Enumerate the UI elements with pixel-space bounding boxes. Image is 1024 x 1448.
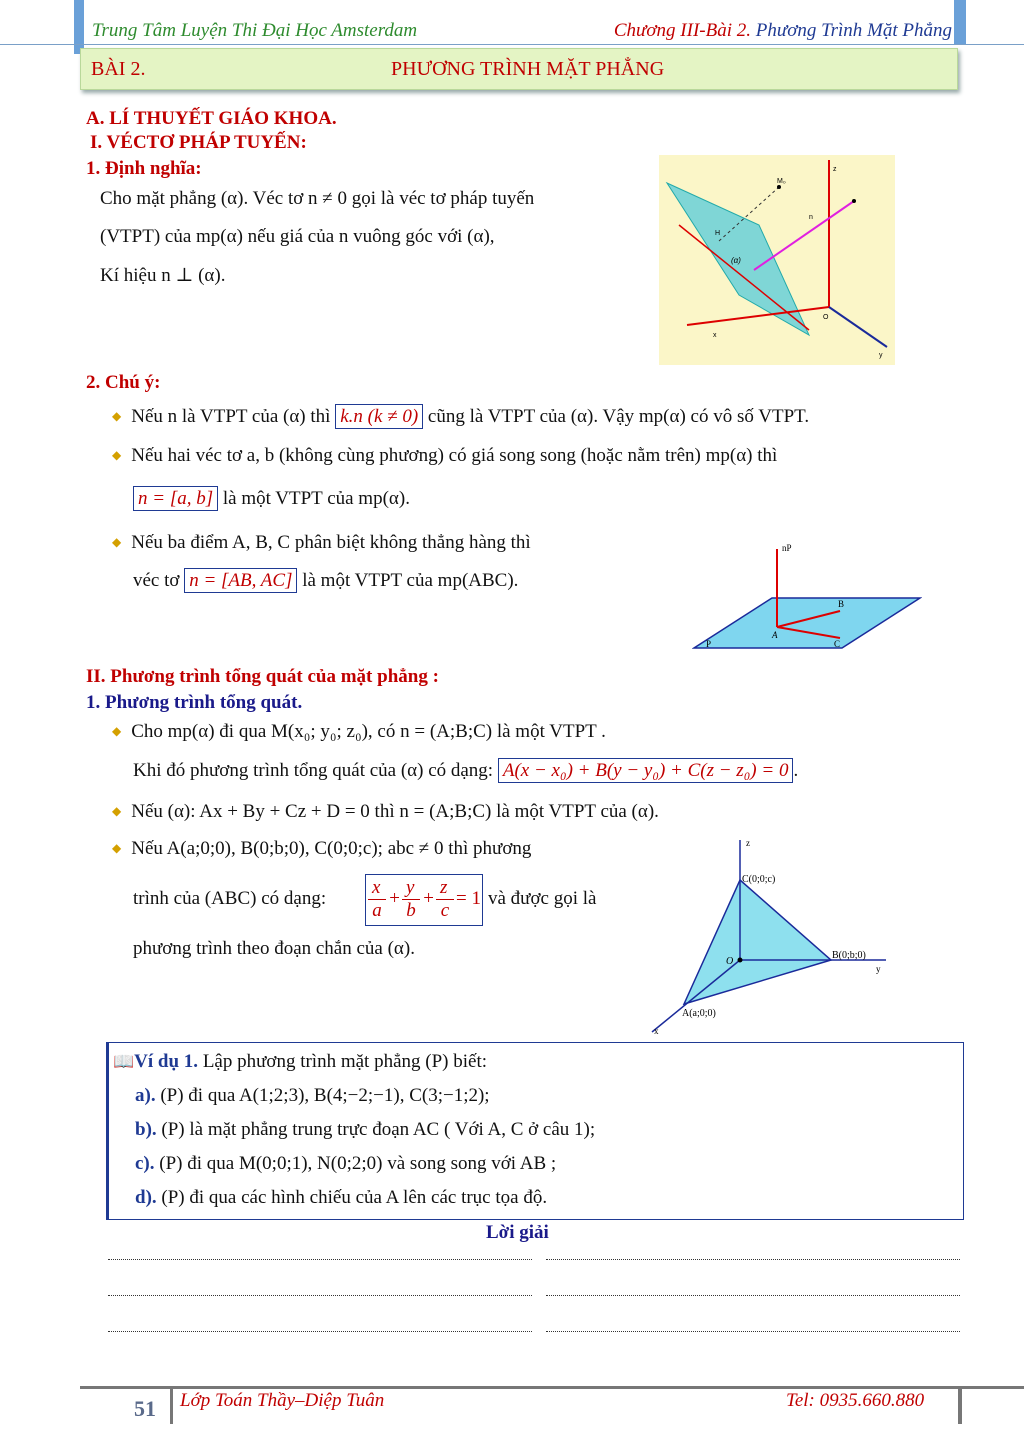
answer-line	[546, 1294, 960, 1296]
lesson-title: PHƯƠNG TRÌNH MẶT PHẲNG	[391, 58, 665, 80]
definition-line-3: Kí hiệu n ⊥ (α).	[100, 265, 226, 286]
frac-y-num: y	[406, 877, 415, 898]
footer-left-text: Lớp Toán Thầy–Diệp Tuân	[180, 1390, 385, 1411]
item-b-text: (P) là mặt phẳng trung trực đoạn AC ( Với A, C ở câu 1);	[156, 1119, 596, 1140]
example-box	[106, 1042, 964, 1220]
lesson-number: BÀI 2.	[91, 58, 146, 80]
header-right-bar	[954, 0, 966, 44]
label-x: x	[713, 332, 717, 339]
label-np: nP	[782, 543, 792, 553]
y-axis	[829, 307, 887, 347]
header-chapter	[614, 20, 952, 42]
label-a: A	[772, 630, 778, 640]
general-line-2-text: Khi đó phương trình tổng quát của (α) có dạng:	[133, 760, 498, 781]
page-number: 51	[134, 1396, 156, 1421]
footer-right-bar	[958, 1388, 962, 1424]
general-line-1: ◆ Cho mp(α) đi qua M(x₀; y₀; z₀), có n = (A;B;C) là một VTPT .	[112, 721, 606, 743]
note-3-formula	[133, 570, 518, 592]
note-2: ◆ Nếu hai véc tơ a, b (không cùng phương) có giá song song (hoặc nằm trên) mp(α) thì	[112, 445, 777, 467]
example-item-a	[135, 1085, 490, 1107]
origin-point	[738, 958, 743, 963]
general-line-3: ◆ Nếu (α): Ax + By + Cz + D = 0 thì n = (A;B;C) là một VTPT của (α).	[112, 801, 659, 823]
frac-rhs: = 1	[456, 888, 481, 909]
note-1-text-b: cũng là VTPT của (α). Vậy mp(α) có vô số VTPT.	[423, 406, 810, 427]
lesson-title-box	[80, 48, 958, 90]
point-m0	[777, 185, 781, 189]
label-z: z	[833, 166, 837, 173]
answer-line	[546, 1330, 960, 1332]
example-intro: Lập phương trình mặt phẳng (P) biết:	[198, 1051, 487, 1072]
solution-heading: Lời giải	[486, 1222, 549, 1243]
header-left-bar	[74, 0, 84, 54]
point-n-tip	[852, 199, 856, 203]
plus-1: +	[388, 888, 401, 909]
frac-z-num: z	[440, 877, 448, 898]
section-a-heading: A. LÍ THUYẾT GIÁO KHOA.	[86, 108, 337, 129]
label-h: H	[715, 230, 721, 237]
book-icon: 📖	[113, 1052, 135, 1071]
label-b-point: B(0;b;0)	[832, 950, 866, 961]
label-z-axis: z	[746, 838, 750, 848]
general-equation-heading: 1. Phương trình tổng quát.	[86, 692, 303, 713]
item-d-label: d).	[135, 1187, 157, 1208]
plane-p	[694, 598, 920, 648]
item-b-label: b).	[135, 1119, 157, 1140]
label-y-axis: y	[876, 964, 881, 974]
label-y: y	[879, 352, 883, 359]
frac-x-num: x	[372, 877, 381, 898]
label-p: P	[706, 639, 712, 649]
section-i-heading: I. VÉCTƠ PHÁP TUYẾN:	[90, 132, 307, 153]
footer-divider	[170, 1388, 173, 1424]
definition-heading: 1. Định nghĩa:	[86, 158, 202, 179]
header-chapter-a: Chương III-Bài 2.	[613, 20, 751, 41]
note-3: ◆ Nếu ba điểm A, B, C phân biệt không thẳng hàng thì	[112, 532, 531, 554]
answer-line	[108, 1258, 532, 1260]
label-origin: O	[823, 314, 829, 321]
item-a-text: (P) đi qua A(1;2;3), B(4;−2;−1), C(3;−1;2);	[155, 1085, 490, 1106]
answer-line	[108, 1330, 532, 1332]
item-a-label: a).	[135, 1085, 156, 1106]
note-3-text-b: là một VTPT của mp(ABC).	[297, 570, 519, 591]
normal-vector-figure	[659, 155, 895, 365]
normal-vector-diagram	[659, 155, 895, 365]
note-1	[112, 406, 809, 428]
footer-rule	[80, 1386, 1024, 1389]
intercept-tetrahedron-figure	[648, 836, 898, 1036]
example-item-b	[135, 1119, 595, 1141]
item-c-text: (P) đi qua M(0;0;1), N(0;2;0) và song song với AB ;	[154, 1153, 557, 1174]
x-axis	[687, 307, 829, 325]
note-1-box: k.n (k ≠ 0)	[335, 404, 423, 429]
general-line-6: phương trình theo đoạn chắn của (α).	[133, 938, 415, 959]
label-x-axis: x	[654, 1026, 659, 1036]
item-d-text: (P) đi qua các hình chiếu của A lên các trục tọa độ.	[156, 1187, 548, 1208]
general-line-2	[133, 760, 798, 782]
label-c-point: C(0;0;c)	[742, 874, 776, 885]
section-ii-heading: II. Phương trình tổng quát của mặt phẳng :	[86, 666, 439, 687]
normal-vector-n	[754, 201, 854, 270]
frac-y-den: b	[402, 899, 420, 922]
intercept-formula-box	[365, 874, 483, 926]
example-item-c	[135, 1153, 556, 1175]
answer-line	[546, 1258, 960, 1260]
general-line-4: ◆ Nếu A(a;0;0), B(0;b;0), C(0;0;c); abc ≠ 0 thì phương	[112, 838, 531, 860]
note-3-text-a: véc tơ	[133, 570, 185, 591]
header-center-name: Trung Tâm Luyện Thi Đại Học Amsterdam	[92, 20, 418, 41]
example-label: Ví dụ 1.	[134, 1051, 199, 1072]
answer-line	[108, 1294, 532, 1296]
triangle-abc	[684, 880, 831, 1004]
note-2-box: n = [a, b]	[133, 486, 218, 511]
general-equation-box: A(x − x₀) + B(y − y₀) + C(z − z₀) = 0	[498, 758, 794, 783]
note-3-box: n = [AB, AC]	[184, 568, 297, 593]
header-rule	[0, 44, 1024, 45]
note-heading: 2. Chú ý:	[86, 372, 161, 393]
frac-x-den: a	[368, 899, 386, 922]
plus-2: +	[422, 888, 435, 909]
frac-z-den: c	[436, 899, 454, 922]
general-line-5-a: trình của (ABC) có dạng:	[133, 888, 327, 909]
definition-line-1: Cho mặt phẳng (α). Véc tơ n ≠ 0 gọi là véc tơ pháp tuyến	[100, 188, 535, 209]
label-o-point: O	[726, 956, 734, 967]
label-b: B	[838, 599, 845, 609]
label-c: C	[834, 639, 841, 649]
header-chapter-b: Phương Trình Mặt Phẳng	[750, 20, 952, 41]
item-c-label: c).	[135, 1153, 155, 1174]
label-m0: M₀	[777, 178, 786, 185]
footer-phone: Tel: 0935.660.880	[786, 1390, 925, 1411]
note-2-formula	[133, 488, 410, 510]
axis-x	[652, 960, 740, 1032]
definition-line-2: (VTPT) của mp(α) nếu giá của n vuông góc với (α),	[100, 226, 495, 247]
note-2-text: là một VTPT của mp(α).	[218, 488, 410, 509]
label-alpha: (α)	[731, 256, 741, 265]
note-1-text-a: Nếu n là VTPT của (α) thì	[131, 406, 336, 427]
example-heading	[113, 1051, 487, 1073]
label-a-point: A(a;0;0)	[682, 1008, 716, 1019]
plane-abc-figure	[692, 535, 922, 653]
label-n: n	[809, 214, 813, 221]
general-line-2-end: .	[793, 760, 799, 781]
general-line-5-b: và được gọi là	[488, 888, 597, 909]
example-item-d	[135, 1187, 547, 1209]
